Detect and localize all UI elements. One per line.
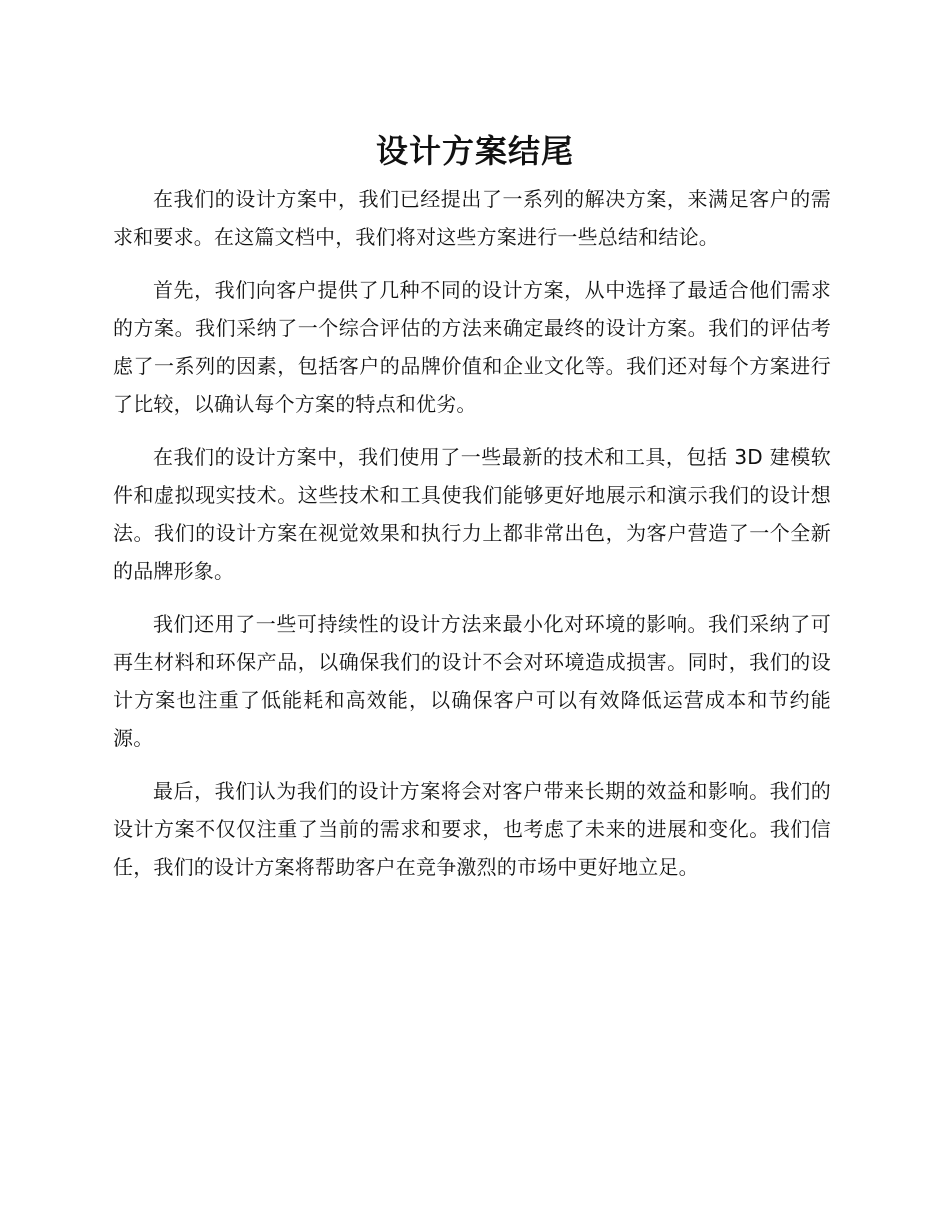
paragraph-conclusion: 最后，我们认为我们的设计方案将会对客户带来长期的效益和影响。我们的设计方案不仅仅注重了当前的需求和要求，也考虑了未来的进展和变化。我们信任，我们的设计方案将帮助客户在竞争激烈的市场中更好地立足。 xyxy=(113,779,831,879)
document-body xyxy=(113,180,831,901)
paragraph-evaluation: 首先，我们向客户提供了几种不同的设计方案，从中选择了最适合他们需求的方案。我们采纳了一个综合评估的方法来确定最终的设计方案。我们的评估考虑了一系列的因素，包括客户的品牌价值和企业文化等。我们还对每个方案进行了比较，以确认每个方案的特点和优劣。 xyxy=(113,278,831,416)
paragraph-sustainability: 我们还用了一些可持续性的设计方法来最小化对环境的影响。我们采纳了可再生材料和环保产品，以确保我们的设计不会对环境造成损害。同时，我们的设计方案也注重了低能耗和高效能，以确保客户可以有效降低运营成本和节约能源。 xyxy=(113,612,831,750)
paragraph-intro: 在我们的设计方案中，我们已经提出了一系列的解决方案，来满足客户的需求和要求。在这篇文档中，我们将对这些方案进行一些总结和结论。 xyxy=(113,187,831,249)
paragraph-technology: 在我们的设计方案中，我们使用了一些最新的技术和工具，包括 3D 建模软件和虚拟现实技术。这些技术和工具使我们能够更好地展示和演示我们的设计想法。我们的设计方案在视觉效果和执行力上都非常出色，为客户营造了一个全新的品牌形象。 xyxy=(113,445,831,583)
document-title: 设计方案结尾 xyxy=(375,132,574,170)
